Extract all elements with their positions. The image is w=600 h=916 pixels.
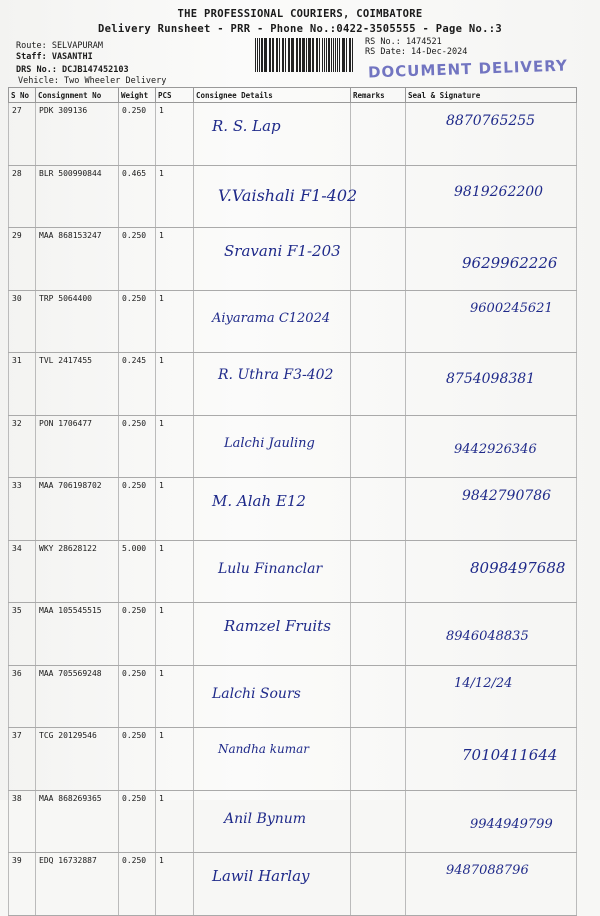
row-weight: 0.250 bbox=[119, 728, 156, 791]
signature-handwriting: 9442926346 bbox=[454, 441, 537, 457]
consignee-handwriting: Nandha kumar bbox=[218, 742, 310, 756]
consignee-handwriting: Lalchi Jauling bbox=[224, 435, 315, 451]
table-row bbox=[9, 790, 577, 853]
row-weight: 0.245 bbox=[119, 353, 156, 416]
row-weight: 0.250 bbox=[119, 290, 156, 353]
row-signature bbox=[406, 228, 577, 291]
row-sno: 31 bbox=[9, 353, 36, 416]
row-weight: 5.000 bbox=[119, 540, 156, 603]
row-pcs: 1 bbox=[156, 103, 194, 166]
row-weight: 0.250 bbox=[119, 853, 156, 916]
row-weight: 0.465 bbox=[119, 165, 156, 228]
row-signature bbox=[406, 165, 577, 228]
row-pcs: 1 bbox=[156, 603, 194, 666]
route-label: Route: SELVAPURAM bbox=[16, 41, 103, 51]
row-consignee bbox=[194, 728, 351, 791]
row-pcs: 1 bbox=[156, 165, 194, 228]
row-sno: 29 bbox=[9, 228, 36, 291]
row-consignee bbox=[194, 353, 351, 416]
row-signature bbox=[406, 415, 577, 478]
row-consignment-no: EDQ 16732887 bbox=[36, 853, 119, 916]
row-weight: 0.250 bbox=[119, 415, 156, 478]
row-consignee bbox=[194, 540, 351, 603]
row-weight: 0.250 bbox=[119, 790, 156, 853]
row-sno: 30 bbox=[9, 290, 36, 353]
table-row bbox=[9, 540, 577, 603]
signature-handwriting: 9819262200 bbox=[454, 183, 544, 200]
row-consignee bbox=[194, 603, 351, 666]
row-consignment-no: MAA 706198702 bbox=[36, 478, 119, 541]
row-remarks bbox=[351, 103, 406, 166]
table-row bbox=[9, 165, 577, 228]
row-remarks bbox=[351, 540, 406, 603]
col-weight: Weight bbox=[119, 88, 156, 103]
table-row bbox=[9, 290, 577, 353]
signature-handwriting: 8754098381 bbox=[446, 371, 536, 387]
signature-handwriting: 9600245621 bbox=[470, 300, 553, 316]
row-weight: 0.250 bbox=[119, 478, 156, 541]
signature-handwriting: 14/12/24 bbox=[454, 675, 513, 691]
row-remarks bbox=[351, 415, 406, 478]
row-consignee bbox=[194, 415, 351, 478]
consignee-handwriting: R. Uthra F3-402 bbox=[218, 367, 334, 383]
row-sno: 28 bbox=[9, 165, 36, 228]
table-row bbox=[9, 853, 577, 916]
row-weight: 0.250 bbox=[119, 103, 156, 166]
table-row bbox=[9, 415, 577, 478]
table-row bbox=[9, 728, 577, 791]
table-row bbox=[9, 103, 577, 166]
row-consignment-no: TRP 5064400 bbox=[36, 290, 119, 353]
row-pcs: 1 bbox=[156, 353, 194, 416]
row-sno: 37 bbox=[9, 728, 36, 791]
row-signature bbox=[406, 603, 577, 666]
row-remarks bbox=[351, 478, 406, 541]
row-consignment-no: MAA 868153247 bbox=[36, 228, 119, 291]
signature-handwriting: 9487088796 bbox=[446, 863, 529, 878]
row-consignment-no: MAA 105545515 bbox=[36, 603, 119, 666]
row-remarks bbox=[351, 353, 406, 416]
consignee-handwriting: Lawil Harlay bbox=[212, 867, 310, 885]
staff-label: Staff: VASANTHI bbox=[16, 52, 93, 62]
rs-date: RS Date: 14-Dec-2024 bbox=[365, 47, 468, 57]
row-sno: 32 bbox=[9, 415, 36, 478]
row-weight: 0.250 bbox=[119, 603, 156, 666]
row-consignee bbox=[194, 228, 351, 291]
row-pcs: 1 bbox=[156, 665, 194, 728]
company-name: THE PROFESSIONAL COURIERS, COIMBATORE bbox=[177, 8, 423, 20]
row-weight: 0.250 bbox=[119, 228, 156, 291]
rs-number: RS No.: 1474521 bbox=[365, 37, 442, 47]
row-pcs: 1 bbox=[156, 478, 194, 541]
table-header-row bbox=[9, 88, 577, 103]
row-signature bbox=[406, 665, 577, 728]
signature-handwriting: 7010411644 bbox=[462, 746, 558, 764]
consignee-handwriting: V.Vaishali F1-402 bbox=[218, 185, 358, 205]
row-consignment-no: TCG 20129546 bbox=[36, 728, 119, 791]
row-consignment-no: TVL 2417455 bbox=[36, 353, 119, 416]
signature-handwriting: 9629962226 bbox=[462, 254, 558, 272]
row-remarks bbox=[351, 853, 406, 916]
table-row bbox=[9, 603, 577, 666]
col-consignee: Consignee Details bbox=[194, 88, 351, 103]
consignee-handwriting: R. S. Lap bbox=[212, 117, 281, 135]
signature-handwriting: 8098497688 bbox=[470, 558, 566, 577]
row-signature bbox=[406, 103, 577, 166]
row-consignee bbox=[194, 665, 351, 728]
row-signature bbox=[406, 290, 577, 353]
row-consignment-no: BLR 500990844 bbox=[36, 165, 119, 228]
consignee-handwriting: Lulu Financlar bbox=[218, 560, 323, 577]
row-consignee bbox=[194, 853, 351, 916]
col-remarks: Remarks bbox=[351, 88, 406, 103]
consignee-handwriting: Ramzel Fruits bbox=[224, 617, 331, 635]
signature-handwriting: 9944949799 bbox=[470, 816, 553, 832]
row-pcs: 1 bbox=[156, 415, 194, 478]
row-sno: 27 bbox=[9, 103, 36, 166]
consignee-handwriting: Aiyarama C12024 bbox=[212, 310, 331, 326]
col-consignment: Consignment No bbox=[36, 88, 119, 103]
col-signature: Seal & Signature bbox=[406, 88, 577, 103]
row-consignment-no: PON 1706477 bbox=[36, 415, 119, 478]
runsheet-table bbox=[8, 87, 577, 916]
row-consignee bbox=[194, 103, 351, 166]
table-row bbox=[9, 478, 577, 541]
consignee-handwriting: Sravani F1-203 bbox=[224, 242, 341, 260]
row-pcs: 1 bbox=[156, 790, 194, 853]
row-signature bbox=[406, 790, 577, 853]
vehicle-label: Vehicle: Two Wheeler Delivery bbox=[18, 76, 167, 86]
row-consignee bbox=[194, 290, 351, 353]
row-consignee bbox=[194, 165, 358, 228]
row-signature bbox=[406, 478, 577, 541]
row-signature bbox=[406, 728, 577, 791]
signature-handwriting: 9842790786 bbox=[462, 488, 552, 504]
row-pcs: 1 bbox=[156, 853, 194, 916]
row-consignment-no: WKY 28628122 bbox=[36, 540, 119, 603]
barcode bbox=[255, 38, 355, 72]
table-row bbox=[9, 228, 577, 291]
col-pcs: PCS bbox=[156, 88, 194, 103]
row-sno: 38 bbox=[9, 790, 36, 853]
row-signature bbox=[406, 353, 577, 416]
signature-handwriting: 8946048835 bbox=[446, 629, 529, 644]
row-remarks bbox=[351, 228, 406, 291]
document-delivery-stamp: DOCUMENT DELIVERY bbox=[367, 56, 569, 82]
row-consignee bbox=[194, 790, 351, 853]
consignee-handwriting: Anil Bynum bbox=[224, 810, 307, 827]
table-row bbox=[9, 353, 577, 416]
consignee-handwriting: Lalchi Sours bbox=[212, 685, 301, 702]
table-row bbox=[9, 665, 577, 728]
row-consignment-no: MAA 705569248 bbox=[36, 665, 119, 728]
row-remarks bbox=[351, 290, 406, 353]
row-remarks bbox=[351, 728, 406, 791]
row-signature bbox=[406, 853, 577, 916]
row-remarks bbox=[351, 603, 406, 666]
drs-label: DRS No.: DCJB147452103 bbox=[16, 65, 129, 75]
row-sno: 33 bbox=[9, 478, 36, 541]
row-pcs: 1 bbox=[156, 728, 194, 791]
row-sno: 35 bbox=[9, 603, 36, 666]
row-weight: 0.250 bbox=[119, 665, 156, 728]
row-remarks bbox=[351, 165, 406, 228]
row-signature bbox=[406, 540, 577, 603]
row-sno: 39 bbox=[9, 853, 36, 916]
signature-handwriting: 8870765255 bbox=[446, 113, 536, 129]
row-consignment-no: MAA 868269365 bbox=[36, 790, 119, 853]
row-pcs: 1 bbox=[156, 290, 194, 353]
row-consignment-no: PDK 309136 bbox=[36, 103, 119, 166]
row-sno: 36 bbox=[9, 665, 36, 728]
row-remarks bbox=[351, 790, 406, 853]
row-consignee bbox=[194, 478, 351, 541]
runsheet-title: Delivery Runsheet - PRR - Phone No.:0422-3505555 - Page No.:3 bbox=[98, 23, 502, 35]
row-remarks bbox=[351, 665, 406, 728]
row-pcs: 1 bbox=[156, 228, 194, 291]
consignee-handwriting: M. Alah E12 bbox=[212, 492, 306, 510]
row-pcs: 1 bbox=[156, 540, 194, 603]
col-sno: S No bbox=[9, 88, 36, 103]
row-sno: 34 bbox=[9, 540, 36, 603]
